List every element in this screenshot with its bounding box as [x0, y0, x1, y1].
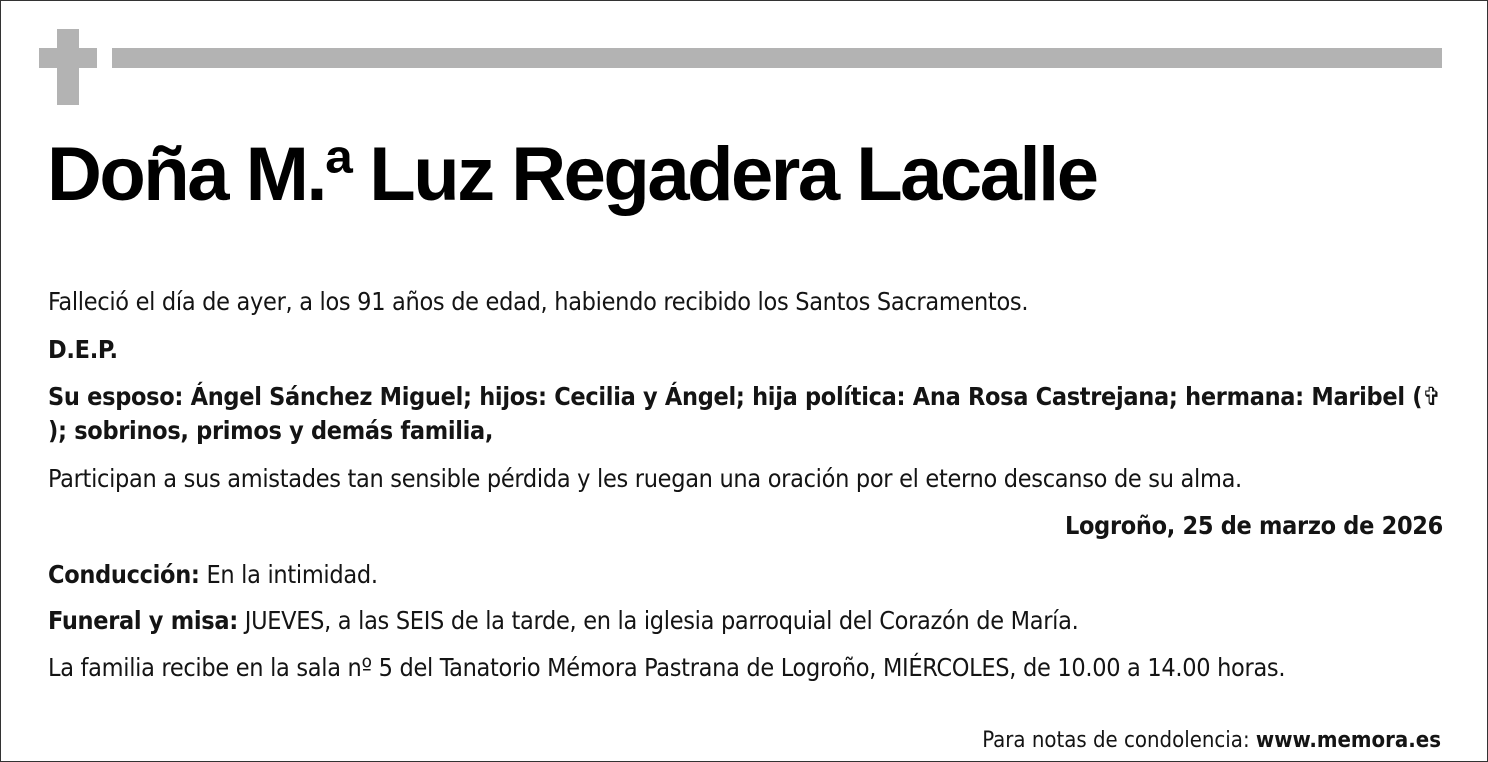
deceased-name: Doña M.ª Luz Regadera Lacalle [47, 132, 1097, 217]
conduccion-label: Conducción: [48, 560, 200, 589]
family-receives: La familia recibe en la sala nº 5 del Tanatorio Mémora Pastrana de Logroño, MIÉRCOLES, de 10.00 a 14.00 horas. [48, 653, 1286, 682]
dep-line: D.E.P. [48, 335, 118, 364]
latin-cross-icon [39, 29, 97, 105]
conduccion-line [48, 558, 1443, 592]
condolence-footer [982, 726, 1441, 756]
condolence-link[interactable]: www.memora.es [1255, 728, 1441, 753]
deceased-cross-icon: ✞ [1422, 382, 1441, 411]
place-date: Logroño, 25 de marzo de 2026 [1064, 511, 1443, 540]
funeral-value: JUEVES, a las SEIS de la tarde, en la iglesia parroquial del Corazón de María. [237, 606, 1079, 635]
funeral-label: Funeral y misa: [48, 606, 238, 635]
prayer-request: Participan a sus amistades tan sensible pérdida y les ruegan una oración por el eterno descanso de su alma. [48, 464, 1242, 493]
family-list-part2: ); sobrinos, primos y demás familia, [48, 416, 494, 445]
header-rule [112, 48, 1442, 68]
condolence-label: Para notas de condolencia: [982, 728, 1256, 753]
funeral-line [48, 604, 1443, 638]
conduccion-value: En la intimidad. [199, 560, 378, 589]
family-list [48, 380, 1443, 448]
death-notice: Falleció el día de ayer, a los 91 años de edad, habiendo recibido los Santos Sacramentos. [48, 287, 1029, 316]
family-list-part1: Su esposo: Ángel Sánchez Miguel; hijos: Cecilia y Ángel; hija política: Ana Rosa Castrejana; hermana: Maribel ( [48, 382, 1423, 411]
